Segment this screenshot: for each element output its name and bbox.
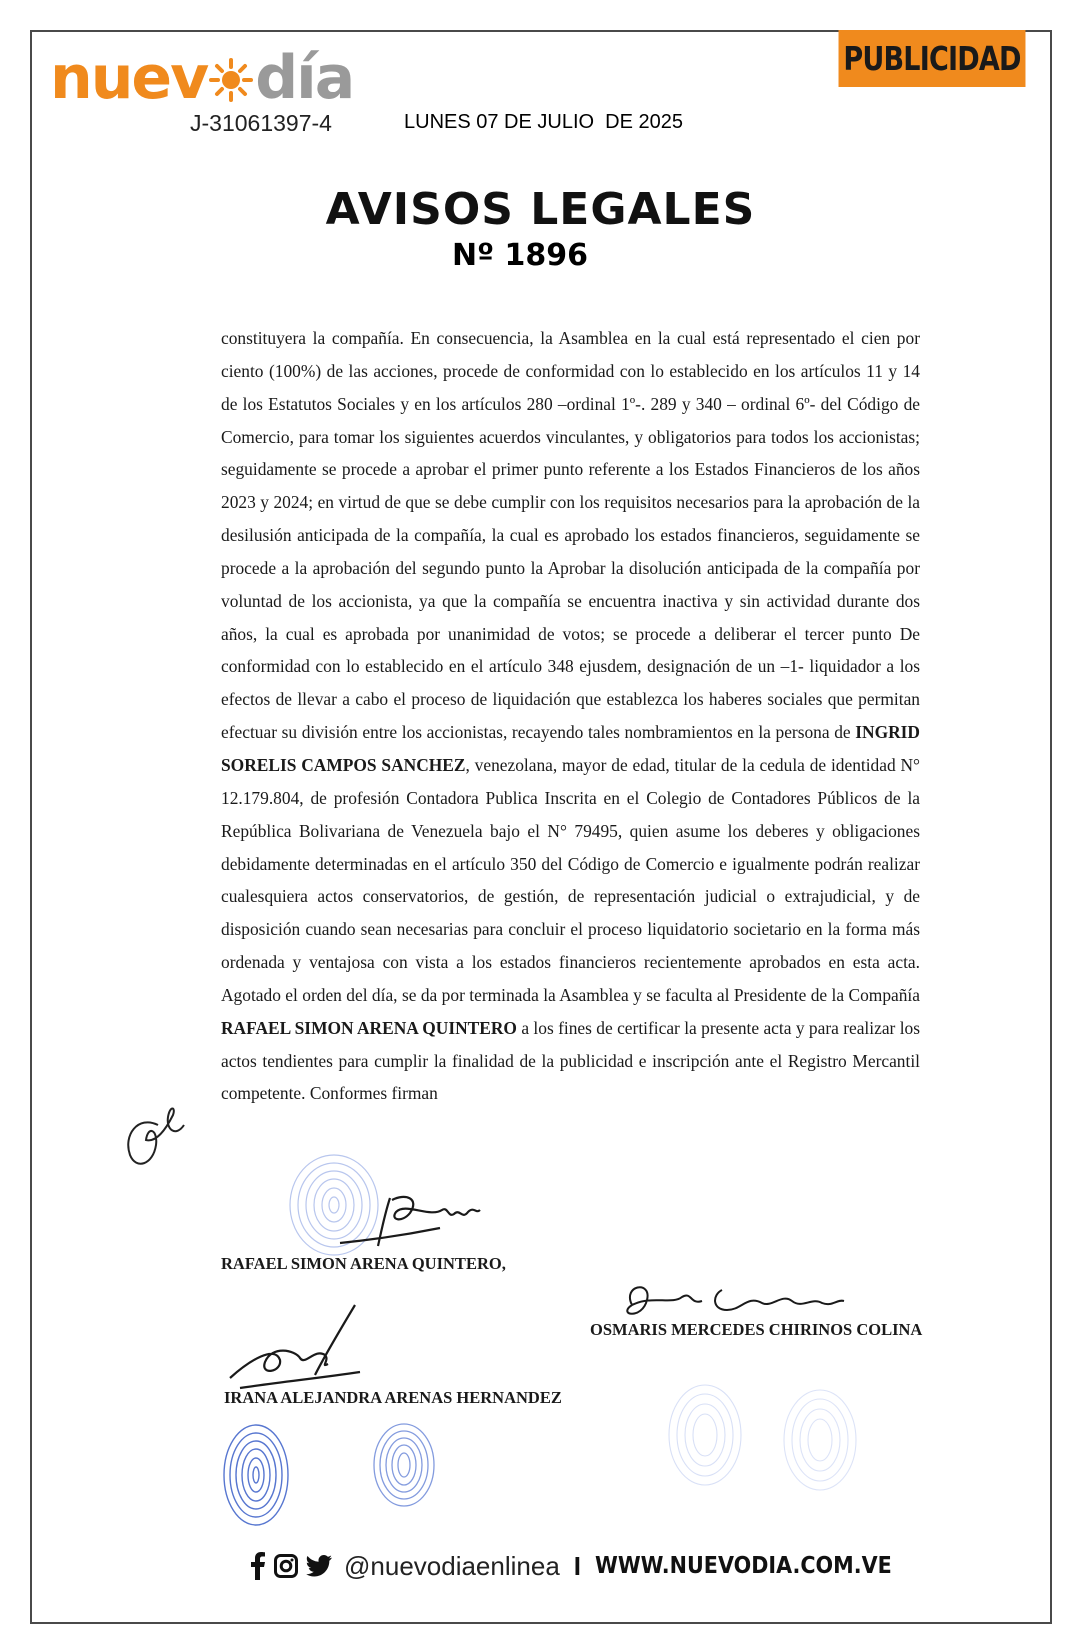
instagram-icon[interactable] xyxy=(274,1554,298,1578)
signature-irana xyxy=(220,1300,370,1395)
logo-text-right: día xyxy=(255,43,354,113)
notice-body xyxy=(221,322,920,1110)
section-badge: PUBLICIDAD xyxy=(839,30,1026,87)
nuevodia-logo xyxy=(50,43,354,113)
website-link[interactable]: WWW.NUEVODIA.COM.VE xyxy=(595,1553,892,1579)
page-title: AVISOS LEGALES xyxy=(325,184,756,235)
twitter-icon[interactable] xyxy=(306,1555,332,1577)
thumbprint xyxy=(665,1380,745,1490)
company-rif: J-31061397-4 xyxy=(190,110,332,136)
body-text-part-2: , venezolana, mayor de edad, titular de la cedula de identidad N° 12.179.804, de profesión Contadora Publica Inscrita en el Colegio de Contadores Públicos de la República Bolivariana de Venezuela bajo el N° 79495, quien asume los deberes y obligaciones debidamente determinadas en el artículo 350 del Código de Comercio e igualmente podrán realizar cualesquiera actos conservatorios, de gestión, de representación judicial o extrajudicial, y de disposición cuando sean necesarias para concluir el proceso liquidatorio societario en la forma más ordenada y ventajosa con vista a los estados financieros recientemente aprobados en esta acta. Agotado el orden del día, se da por terminada la Asamblea y se faculta al Presidente de la Compañía xyxy=(221,754,920,1005)
footer xyxy=(250,1546,925,1586)
signatory-name-1: RAFAEL SIMON ARENA QUINTERO, xyxy=(221,1254,506,1273)
signatory-name-2: OSMARIS MERCEDES CHIRINOS COLINA xyxy=(590,1320,923,1339)
sun-icon xyxy=(209,58,253,102)
margin-initial-signature xyxy=(118,1085,190,1175)
signature-rafael xyxy=(330,1188,490,1258)
president-name: RAFAEL SIMON ARENA QUINTERO xyxy=(221,1017,517,1038)
footer-separator: I xyxy=(573,1550,582,1581)
thumbprint xyxy=(370,1420,438,1510)
logo-text-left: nuev xyxy=(50,43,208,113)
liquidator-name: INGRID SORELIS CAMPOS SANCHEZ xyxy=(221,722,920,775)
body-text-part-1: constituyera la compañía. En consecuencia, la Asamblea en la cual está representado el cien por ciento (100%) de las acciones, procede de conformidad con lo establecido en los artículos 11 y 14 de los Estatutos Sociales y en los artículos 280 –ordinal 1º-. 289 y 340 – ordinal 6º- del Código de Comercio, para tomar los siguientes acuerdos vinculantes, y obligatorios para todos los accionistas; seguidamente se procede a aprobar el primer punto referente a los Estados Financieros de los años 2023 y 2024; en virtud de que se debe cumplir con los requisitos necesarios para la aprobación de la desilusión anticipada de la compañía, la cual es aprobado los estados financieros, seguidamente se procede a la aprobación del segundo punto la Aprobar la disolución anticipada de la compañía por voluntad de los accionista, ya que la compañía se encuentra inactiva y sin actividad durante dos años, la cual es aprobada por unanimidad de votos; se procede a deliberar el tercer punto De conformidad con lo establecido en el artículo 348 ejusdem, designación de un –1- liquidador a los efectos de llevar a cabo el proceso de liquidación que establezca los haberes sociales que permitan efectuar su división entre los accionistas, recayendo tales nombramientos en la persona de xyxy=(221,328,920,743)
publication-date: LUNES 07 DE JULIO DE 2025 xyxy=(404,111,684,133)
body-paragraph xyxy=(221,322,920,1110)
notice-number: Nº 1896 xyxy=(452,238,588,273)
signatory-name-3: IRANA ALEJANDRA ARENAS HERNANDEZ xyxy=(224,1388,562,1407)
body-text-part-3: a los fines de certificar la presente acta y para realizar los actos tendientes para cumplir la finalidad de la publicidad e inscripción ante el Registro Mercantil competente. Conformes firman xyxy=(221,1017,921,1104)
social-handle[interactable]: @nuevodiaenlinea xyxy=(344,1550,560,1581)
facebook-icon[interactable] xyxy=(250,1552,266,1580)
thumbprint xyxy=(780,1385,860,1495)
thumbprint xyxy=(220,1420,292,1530)
